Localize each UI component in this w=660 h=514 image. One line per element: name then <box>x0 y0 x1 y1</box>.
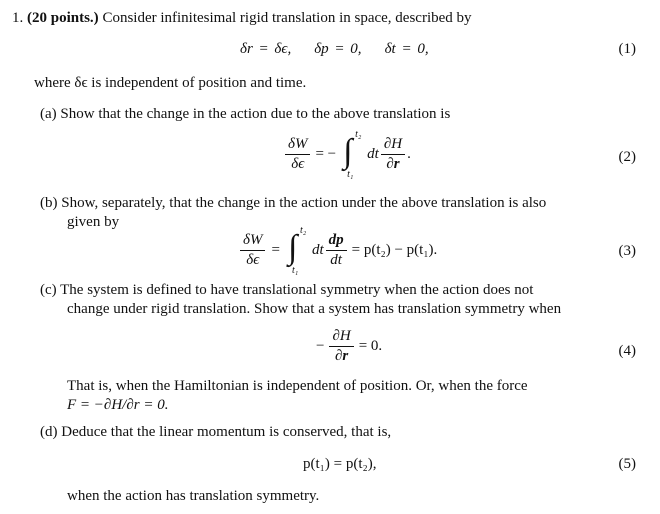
eq3-lhs-num: δW <box>240 232 265 251</box>
part-c-text-1 <box>40 281 533 299</box>
eq3-tail: = p(t₂) − p(t₁). <box>351 241 438 258</box>
eq4-prefix: − <box>316 338 325 354</box>
eq1-part-t: δt = 0, <box>384 41 429 57</box>
part-c-after-1: That is, when the Hamiltonian is independent of position. Or, when the force <box>67 378 528 394</box>
equation-1 <box>240 40 429 58</box>
eq2-int-upper: t₂ <box>355 129 362 140</box>
part-d-label: (d) <box>40 424 58 440</box>
equation-5: p(t₁) = p(t₂), <box>303 456 377 472</box>
part-b-text-2: given by <box>67 214 120 230</box>
eq3-equals: = <box>271 241 280 258</box>
eq3-lhs-fraction <box>240 232 265 269</box>
eq1-part-p: δp = 0, <box>314 41 362 57</box>
eq4-tail: = 0. <box>358 338 383 354</box>
integral-sign-icon: ∫ <box>287 229 298 266</box>
eq2-lhs-fraction <box>285 136 310 173</box>
equation-1-label: (1) <box>618 41 636 57</box>
equation-4 <box>316 328 382 365</box>
integral-sign-icon: ∫ <box>343 133 353 170</box>
eq2-lhs-den: δϵ <box>291 155 305 172</box>
part-d-after: when the action has translation symmetry. <box>67 488 320 504</box>
eq2-rhs-fraction <box>381 136 405 173</box>
eq2-equals: = − <box>315 145 337 162</box>
problem-points: (20 points.) <box>27 10 99 26</box>
eq3-rhs-fraction <box>326 232 347 269</box>
part-b-statement-1: Show, separately, that the change in the action under the above translation is also <box>61 195 547 211</box>
problem-header <box>12 9 472 27</box>
eq4-den: ∂r <box>334 348 349 364</box>
equation-2 <box>283 129 411 180</box>
equation-5-label: (5) <box>618 456 636 472</box>
part-c-text-2: change under rigid translation. Show that a system has translation symmetry when <box>67 301 562 317</box>
eq3-rhs-den: dt <box>330 251 342 268</box>
part-a-label: (a) <box>40 106 57 122</box>
equation-4-label: (4) <box>618 343 636 359</box>
part-d-text <box>40 423 391 441</box>
part-a-statement: Show that the change in the action due to the above translation is <box>60 106 451 122</box>
eq2-dt: dt <box>367 145 379 162</box>
problem-intro: Consider infinitesimal rigid translation in space, described by <box>102 10 472 26</box>
eq4-num: ∂H <box>329 328 353 347</box>
part-d-statement: Deduce that the linear momentum is conserved, that is, <box>61 424 392 440</box>
part-b-text-1 <box>40 194 546 212</box>
eq2-int-lower: t₁ <box>347 169 354 180</box>
eq1-part-r: δr = δϵ, <box>240 41 292 57</box>
where-text: where δϵ is independent of position and time. <box>34 75 307 91</box>
eq3-int-upper: t₂ <box>299 225 307 236</box>
part-c-label: (c) <box>40 282 57 298</box>
eq4-fraction <box>329 328 353 365</box>
eq3-dt: dt <box>311 241 324 258</box>
problem-number: 1. <box>12 10 24 26</box>
equation-3 <box>238 225 438 276</box>
eq2-tail: . <box>407 145 411 162</box>
eq3-lhs-den: δϵ <box>246 251 260 268</box>
part-a-text <box>40 105 450 123</box>
eq2-lhs-num: δW <box>285 136 310 155</box>
eq2-rhs-num: ∂H <box>381 136 405 155</box>
eq3-rhs-num: dp <box>326 232 347 251</box>
part-c-statement-1: The system is defined to have translational symmetry when the action does not <box>60 282 534 298</box>
eq3-int-lower: t₁ <box>291 265 299 276</box>
eq2-integral <box>341 129 363 180</box>
equation-2-label: (2) <box>618 149 636 165</box>
eq2-rhs-den: ∂r <box>386 155 400 172</box>
part-c-after-2: F = −∂H/∂r = 0. <box>67 397 169 413</box>
eq3-integral <box>286 225 308 276</box>
equation-3-label: (3) <box>618 243 636 259</box>
part-b-label: (b) <box>40 195 58 211</box>
